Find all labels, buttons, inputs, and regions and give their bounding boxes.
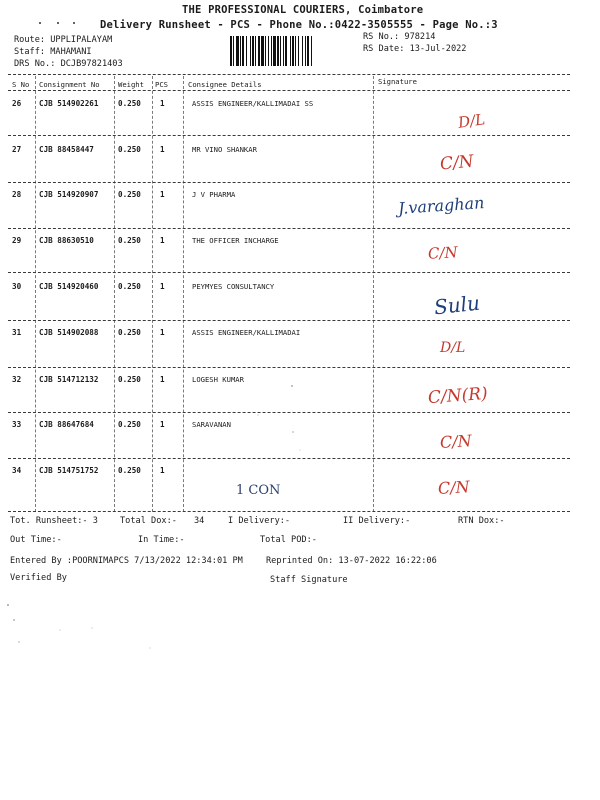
- total-pod: Total POD:-: [260, 535, 317, 545]
- row-consignment: CJB 514751752: [39, 466, 99, 475]
- row-pcs: 1: [160, 466, 165, 475]
- row-consignee: J V PHARMA: [192, 190, 236, 199]
- row-weight: 0.250: [118, 190, 141, 199]
- row-pcs: 1: [160, 236, 165, 245]
- document-subtitle: Delivery Runsheet - PCS - Phone No.:0422-3505555 - Page No.:3: [100, 19, 498, 31]
- route-label: Route: UPPLIPALAYAM: [14, 35, 113, 45]
- rs-number: RS No.: 978214: [363, 32, 436, 42]
- row-sno: 26: [12, 99, 22, 108]
- row-consignment: CJB 88458447: [39, 145, 94, 154]
- row-sno: 32: [12, 375, 22, 384]
- row-pcs: 1: [160, 99, 165, 108]
- col-header-weight: Weight: [118, 80, 144, 89]
- row-signature: D/L: [456, 110, 487, 132]
- row-sno: 34: [12, 466, 22, 475]
- rtn-dox: RTN Dox:-: [458, 516, 505, 526]
- document-title: THE PROFESSIONAL COURIERS, Coimbatore: [182, 4, 424, 16]
- total-dox-value: 34: [194, 516, 205, 526]
- row-consignee: ASSIS ENGINEER/KALLIMADAI: [192, 328, 301, 337]
- row-consignment: CJB 88647684: [39, 420, 94, 429]
- row-pcs: 1: [160, 145, 165, 154]
- row-consignment: CJB 88630510: [39, 236, 94, 245]
- reprinted-on: Reprinted On: 13-07-2022 16:22:06: [266, 556, 437, 566]
- row-pcs: 1: [160, 190, 165, 199]
- ii-delivery: II Delivery:-: [343, 516, 411, 526]
- row-signature: D/L: [440, 340, 466, 356]
- row-pcs: 1: [160, 420, 165, 429]
- row-weight: 0.250: [118, 236, 141, 245]
- entered-by: Entered By :POORNIMAPCS 7/13/2022 12:34:01 PM: [10, 556, 243, 566]
- row-signature: J.varaghan: [397, 193, 485, 218]
- row-sno: 33: [12, 420, 22, 429]
- row-weight: 0.250: [118, 375, 141, 384]
- row-sno: 28: [12, 190, 22, 199]
- row-sno: 30: [12, 282, 22, 291]
- row-signature: Sulu: [432, 290, 481, 320]
- row-signature: C/N: [439, 431, 473, 452]
- out-time: Out Time:-: [10, 535, 62, 545]
- row-consignee: SARAVANAN: [192, 420, 231, 429]
- row-sno: 31: [12, 328, 22, 337]
- staff-label: Staff: MAHAMANI: [14, 47, 92, 57]
- col-header-consignment: Consignment No: [39, 80, 100, 89]
- row-consignee: LOGESH KUMAR: [192, 375, 244, 384]
- row-consignment: CJB 514902261: [39, 99, 99, 108]
- row-pcs: 1: [160, 375, 165, 384]
- row-sno: 27: [12, 145, 22, 154]
- row-consignment: CJB 514920907: [39, 190, 99, 199]
- row-consignee: ASSIS ENGINEER/KALLIMADAI SS: [192, 99, 314, 108]
- row-weight: 0.250: [118, 328, 141, 337]
- row-signature: C/N: [439, 151, 475, 175]
- row-weight: 0.250: [118, 282, 141, 291]
- row-consignment: CJB 514902088: [39, 328, 99, 337]
- in-time: In Time:-: [138, 535, 185, 545]
- staff-signature-label: Staff Signature: [270, 575, 348, 585]
- drs-number: DRS No.: DCJB97821403: [14, 59, 123, 69]
- row-weight: 0.250: [118, 420, 141, 429]
- row-consignment: CJB 514712132: [39, 375, 99, 384]
- row-signature: C/N: [437, 477, 471, 498]
- total-dox-label: Total Dox:-: [120, 516, 177, 526]
- col-header-signature: Signature: [378, 77, 417, 86]
- row-consignment: CJB 514920460: [39, 282, 99, 291]
- row-weight: 0.250: [118, 466, 141, 475]
- row-consignee: THE OFFICER INCHARGE: [192, 236, 279, 245]
- tot-runsheet: Tot. Runsheet:- 3: [10, 516, 98, 526]
- row-signature: C/N(R): [427, 383, 489, 409]
- col-header-pcs: PCS: [155, 80, 168, 89]
- row-pcs: 1: [160, 328, 165, 337]
- rs-date: RS Date: 13-Jul-2022: [363, 44, 467, 54]
- verified-by: Verified By: [10, 573, 67, 583]
- row-consignee: MR VINO SHANKAR: [192, 145, 257, 154]
- row-pcs: 1: [160, 282, 165, 291]
- row-signature: C/N: [427, 243, 459, 263]
- col-header-sno: S No: [12, 80, 30, 89]
- i-delivery: I Delivery:-: [228, 516, 291, 526]
- row-weight: 0.250: [118, 145, 141, 154]
- row-consignee: PEYMYES CONSULTANCY: [192, 282, 275, 291]
- row-note: 1 CON: [236, 483, 281, 498]
- row-sno: 29: [12, 236, 22, 245]
- col-header-consignee: Consignee Details: [188, 80, 262, 89]
- row-weight: 0.250: [118, 99, 141, 108]
